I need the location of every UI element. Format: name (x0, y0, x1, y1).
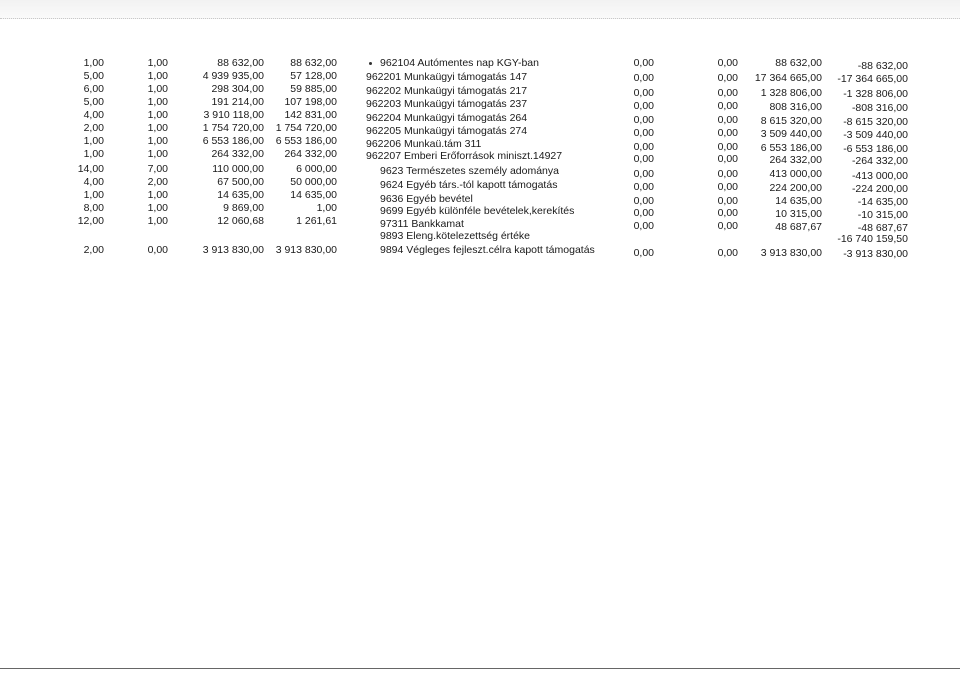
count-cell: 2,00 (147, 176, 168, 188)
count-cell: 1,00 (147, 148, 168, 160)
negative-balance-cell: -6 553 186,00 (843, 143, 908, 155)
count-cell: 1,00 (147, 109, 168, 121)
count-cell: 1,00 (147, 215, 168, 227)
count-cell: 1,00 (147, 70, 168, 82)
negative-balance-cell: -224 200,00 (851, 183, 908, 195)
amount-cell: 6 000,00 (296, 163, 337, 175)
account-description: 962104 Autómentes nap KGY-ban (380, 57, 539, 69)
total-cell: 1 754 720,00 (202, 122, 264, 134)
zero-cell-1: 0,00 (633, 100, 654, 112)
total-cell: 6 553 186,00 (202, 135, 264, 147)
qty-cell: 1,00 (83, 189, 104, 201)
negative-balance-cell: -808 316,00 (851, 102, 908, 114)
account-description: 962207 Emberi Erőforrások miniszt.14927 (366, 150, 563, 162)
count-cell: 1,00 (147, 57, 168, 69)
zero-cell-1: 0,00 (633, 247, 654, 259)
balance-cell: 17 364 665,00 (754, 72, 822, 84)
amount-cell: 57 128,00 (290, 70, 337, 82)
total-cell: 12 060,68 (217, 215, 264, 227)
amount-cell: 264 332,00 (284, 148, 337, 160)
qty-cell: 4,00 (83, 109, 104, 121)
amount-cell: 107 198,00 (284, 96, 337, 108)
zero-cell-2: 0,00 (717, 72, 738, 84)
total-cell: 3 910 118,00 (203, 109, 264, 121)
qty-cell: 1,00 (83, 57, 104, 69)
negative-balance-cell: -1 328 806,00 (843, 88, 908, 100)
account-description: 962201 Munkaügyi támogatás 147 (366, 71, 528, 83)
qty-cell: 1,00 (83, 135, 104, 147)
zero-cell-2: 0,00 (717, 87, 738, 99)
negative-balance-cell: -8 615 320,00 (843, 116, 908, 128)
account-description: 962205 Munkaügyi támogatás 274 (366, 125, 528, 137)
zero-cell-1: 0,00 (633, 207, 654, 219)
zero-cell-2: 0,00 (717, 153, 738, 165)
balance-cell: 88 632,00 (775, 57, 822, 69)
zero-cell-2: 0,00 (717, 57, 738, 69)
table-row (0, 243, 960, 260)
account-description: 962206 Munkaü.tám 311 (366, 138, 482, 150)
zero-cell-1: 0,00 (633, 72, 654, 84)
count-cell: 1,00 (147, 135, 168, 147)
total-cell: 4 939 935,00 (202, 70, 264, 82)
count-cell: 0,00 (147, 244, 168, 256)
balance-cell: 8 615 320,00 (760, 115, 822, 127)
zero-cell-1: 0,00 (633, 114, 654, 126)
zero-cell-2: 0,00 (717, 114, 738, 126)
count-cell: 1,00 (147, 189, 168, 201)
count-cell: 1,00 (147, 122, 168, 134)
total-cell: 9 869,00 (223, 202, 264, 214)
qty-cell: 6,00 (83, 83, 104, 95)
qty-cell: 4,00 (83, 176, 104, 188)
balance-cell: 808 316,00 (769, 101, 822, 113)
zero-cell-1: 0,00 (633, 168, 654, 180)
zero-cell-2: 0,00 (717, 127, 738, 139)
account-description: 9636 Egyéb bevétel (380, 193, 473, 205)
amount-cell: 88 632,00 (290, 57, 337, 69)
table-row (0, 229, 960, 243)
balance-cell: 264 332,00 (769, 154, 822, 166)
zero-cell-2: 0,00 (717, 207, 738, 219)
qty-cell: 1,00 (83, 148, 104, 160)
zero-cell-2: 0,00 (717, 220, 738, 232)
negative-balance-cell: -264 332,00 (851, 155, 908, 167)
negative-balance-cell: -48 687,67 (857, 222, 908, 234)
account-description: 97311 Bankkamat (380, 218, 464, 230)
negative-balance-cell: -16 740 159,50 (837, 233, 908, 245)
total-cell: 191 214,00 (211, 96, 264, 108)
zero-cell-2: 0,00 (717, 247, 738, 259)
count-cell: 7,00 (147, 163, 168, 175)
zero-cell-2: 0,00 (717, 181, 738, 193)
account-description: 9894 Végleges fejleszt.célra kapott támogatás (380, 244, 595, 256)
qty-cell: 14,00 (77, 163, 104, 175)
qty-cell: 8,00 (83, 202, 104, 214)
qty-cell: 5,00 (83, 96, 104, 108)
balance-cell: 6 553 186,00 (760, 142, 822, 154)
balance-cell: 10 315,00 (775, 208, 822, 220)
table-row (0, 82, 960, 100)
negative-balance-cell: -3 509 440,00 (843, 129, 908, 141)
balance-cell: 14 635,00 (775, 195, 822, 207)
account-description: 9893 Eleng.kötelezettség értéke (380, 230, 531, 242)
zero-cell-2: 0,00 (717, 141, 738, 153)
zero-cell-1: 0,00 (633, 195, 654, 207)
zero-cell-2: 0,00 (717, 195, 738, 207)
account-description: 962204 Munkaügyi támogatás 264 (366, 112, 528, 124)
count-cell: 1,00 (147, 202, 168, 214)
negative-balance-cell: -88 632,00 (857, 60, 908, 72)
amount-cell: 142 831,00 (284, 109, 337, 121)
total-cell: 298 304,00 (211, 83, 264, 95)
amount-cell: 1 261,61 (296, 215, 337, 227)
zero-cell-1: 0,00 (633, 220, 654, 232)
negative-balance-cell: -3 913 830,00 (843, 248, 908, 260)
zero-cell-2: 0,00 (717, 100, 738, 112)
qty-cell: 2,00 (83, 244, 104, 256)
balance-cell: 224 200,00 (769, 182, 822, 194)
zero-cell-1: 0,00 (633, 87, 654, 99)
table-row (0, 69, 960, 83)
balance-cell: 48 687,67 (775, 221, 822, 233)
total-cell: 110 000,00 (212, 163, 264, 175)
account-description: 962203 Munkaügyi támogatás 237 (366, 98, 528, 110)
scan-bottom-line (0, 668, 960, 669)
zero-cell-1: 0,00 (633, 141, 654, 153)
balance-cell: 413 000,00 (769, 168, 822, 180)
account-description: 9623 Természetes személy adománya (380, 165, 559, 177)
total-cell: 3 913 830,00 (202, 244, 264, 256)
zero-cell-2: 0,00 (717, 168, 738, 180)
table-row (0, 95, 960, 114)
balance-cell: 1 328 806,00 (760, 87, 822, 99)
total-cell: 14 635,00 (217, 189, 264, 201)
amount-cell: 14 635,00 (290, 189, 337, 201)
total-cell: 88 632,00 (217, 57, 264, 69)
amount-cell: 3 913 830,00 (275, 244, 337, 256)
amount-cell: 6 553 186,00 (275, 135, 337, 147)
total-cell: 264 332,00 (211, 148, 264, 160)
zero-cell-1: 0,00 (633, 181, 654, 193)
zero-cell-1: 0,00 (633, 127, 654, 139)
count-cell: 1,00 (147, 96, 168, 108)
balance-cell: 3 509 440,00 (760, 128, 822, 140)
account-description: 9699 Egyéb különféle bevételek,kerekítés (380, 205, 575, 217)
count-cell: 1,00 (147, 83, 168, 95)
qty-cell: 5,00 (83, 70, 104, 82)
negative-balance-cell: -10 315,00 (857, 209, 908, 221)
amount-cell: 59 885,00 (290, 83, 337, 95)
table-row (0, 214, 960, 234)
negative-balance-cell: -413 000,00 (851, 170, 908, 182)
scan-top-edge (0, 0, 960, 19)
table-row (0, 147, 960, 167)
balance-cell: 3 913 830,00 (760, 247, 822, 259)
qty-cell: 12,00 (77, 215, 104, 227)
table-row (0, 56, 960, 70)
total-cell: 67 500,00 (217, 176, 264, 188)
amount-cell: 50 000,00 (290, 176, 337, 188)
account-description: 962202 Munkaügyi támogatás 217 (366, 85, 528, 97)
amount-cell: 1,00 (316, 202, 337, 214)
negative-balance-cell: -14 635,00 (857, 196, 908, 208)
qty-cell: 2,00 (83, 122, 104, 134)
amount-cell: 1 754 720,00 (275, 122, 337, 134)
account-description: 9624 Egyéb társ.-tól kapott támogatás (380, 179, 558, 191)
negative-balance-cell: -17 364 665,00 (837, 73, 908, 85)
zero-cell-1: 0,00 (633, 153, 654, 165)
zero-cell-1: 0,00 (633, 57, 654, 69)
